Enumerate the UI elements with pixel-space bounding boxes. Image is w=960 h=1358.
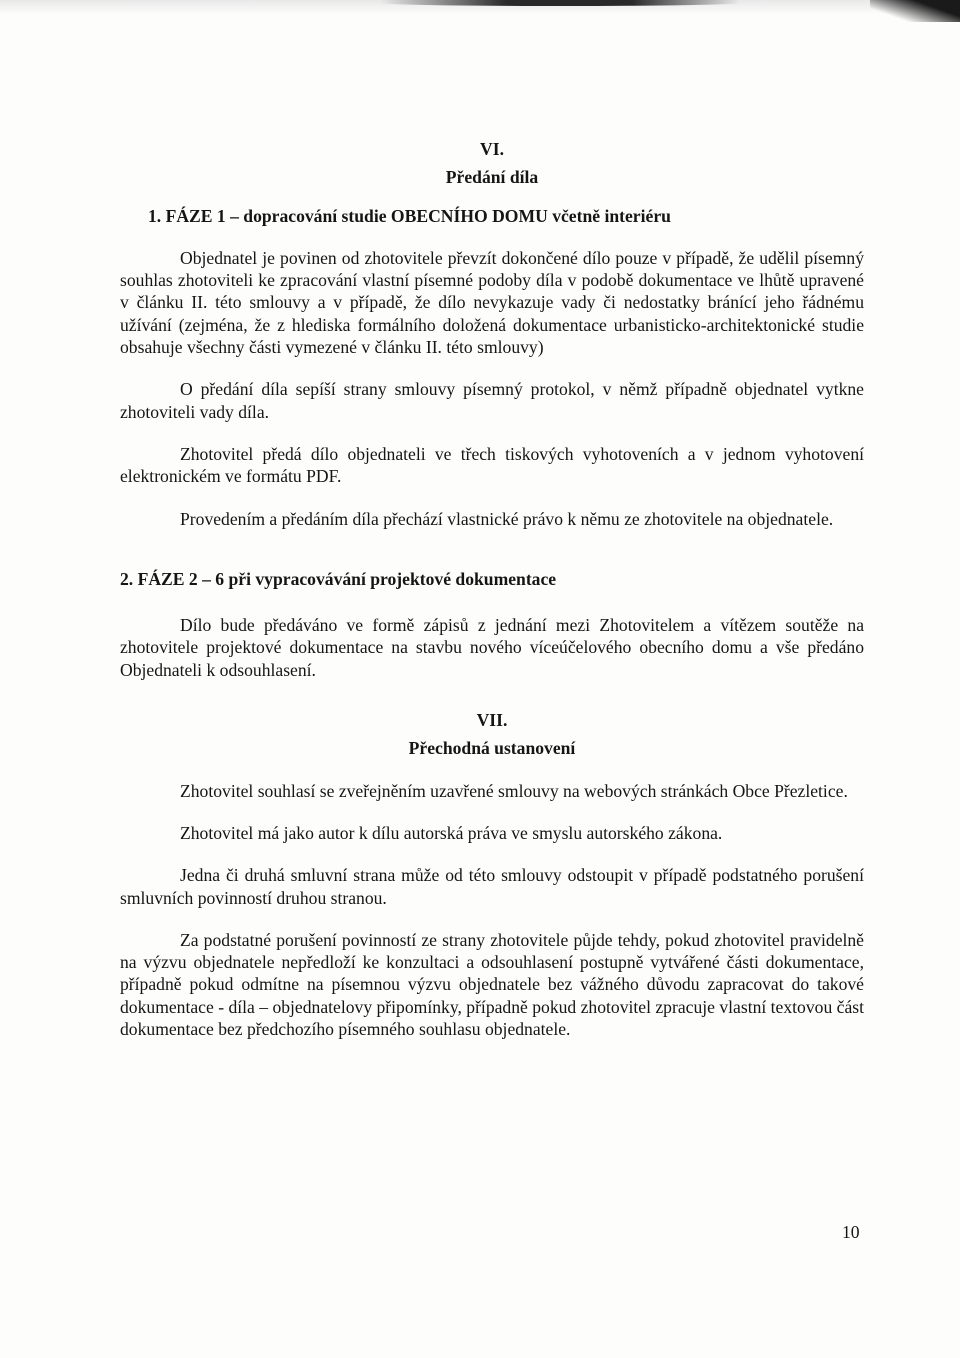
section-vi-title: Předání díla xyxy=(445,167,539,188)
phase1-heading: 1. FÁZE 1 – dopracování studie OBECNÍHO DOMU včetně interiéru xyxy=(148,205,671,226)
page-number: 10 xyxy=(842,1222,860,1242)
phase1-paragraph-1: Objednatel je povinen od zhotovitele převzít dokončené dílo pouze v případě, že udělil písemný souhlas zhotoviteli ke zpracování vlastní písemné podoby díla v podobě dokumentace ve lhůtě upravené v článku II. této smlouvy a v případě, že dílo nevykazuje vady či nedostatky bránící jeho řádnému užívání (zejména, že z hlediska formálního doložená dokumentace urbanisticko-architektonické studie obsahuje všechny části vymezené v článku II. této smlouvy) xyxy=(120,247,864,358)
phase2-heading: 2. FÁZE 2 – 6 při vypracovávání projektové dokumentace xyxy=(120,568,557,589)
section-vii-paragraph-3: Jedna či druhá smluvní strana může od této smlouvy odstoupit v případě podstatného porušení smluvních povinností druhou stranou. xyxy=(120,865,864,908)
phase1-paragraph-4: Provedením a předáním díla přechází vlastnické právo k němu ze zhotovitele na objednatele. xyxy=(180,508,834,529)
section-vii-paragraph-1: Zhotovitel souhlasí se zveřejněním uzavřené smlouvy na webových stránkách Obce Přezletice. xyxy=(180,780,848,801)
section-vii-paragraph-2: Zhotovitel má jako autor k dílu autorská práva ve smyslu autorského zákona. xyxy=(180,822,723,843)
section-vii-title: Přechodná ustanovení xyxy=(408,738,576,759)
scan-artifact-mark xyxy=(380,0,740,6)
section-vi-number: VI. xyxy=(480,139,504,159)
section-vii-number: VII. xyxy=(476,710,508,731)
scan-corner-shadow xyxy=(870,0,960,22)
phase1-paragraph-3: Zhotovitel předá dílo objednateli ve třech tiskových vyhotoveních a v jednom vyhotovení elektronickém ve formátu PDF. xyxy=(120,443,864,487)
phase2-paragraph: Dílo bude předáváno ve formě zápisů z jednání mezi Zhotovitelem a vítězem soutěže na zhotovitele projektové dokumentace na stavbu nového víceúčelového obecního domu a vše předáno Objednateli k odsouhlasení. xyxy=(120,615,864,680)
section-vii-paragraph-4: Za podstatné porušení povinností ze strany zhotovitele půjde tehdy, pokud zhotovitel pravidelně na výzvu objednatele nepředloží ke konzultaci a odsouhlasení postupně vytvářené části dokumentace, případně pokud odmítne na písemnou výzvu objednatele bez vážného důvodu zapracovat do takové dokumentace - díla – objednatelovy připomínky, případně pokud zhotovitel zpracuje vlastní textovou část dokumentace bez předchozího písemného souhlasu objednatele. xyxy=(120,929,864,1040)
phase1-paragraph-2: O předání díla sepíší strany smlouvy písemný protokol, v němž případně objednatel vytkne zhotoviteli vady díla. xyxy=(120,379,864,422)
document-body xyxy=(120,138,864,1040)
